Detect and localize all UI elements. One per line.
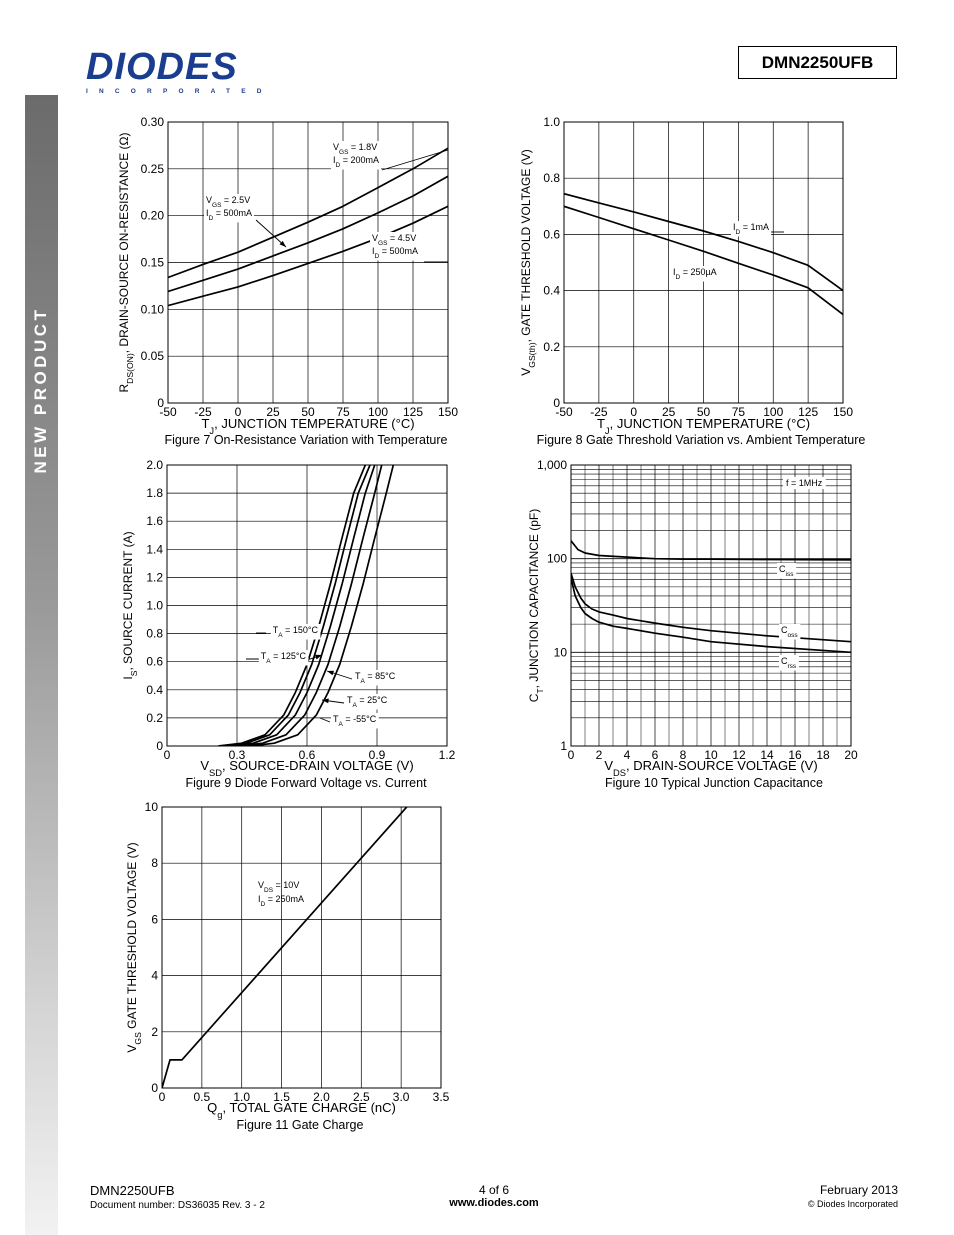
x-tick-label: 0.5 (193, 1090, 211, 1104)
figure-caption: Figure 10 Typical Junction Capacitance (605, 776, 823, 790)
y-tick-label: 0.2 (543, 339, 560, 354)
y-tick-label: 10 (144, 800, 158, 814)
y-tick-label: 0.30 (140, 115, 164, 129)
footer-date: February 2013 (819, 1183, 898, 1197)
series-label: $V_{GS} = 4.5V$ (372, 233, 417, 247)
x-axis-title: $V_{DS}$, DRAIN-SOURCE VOLTAGE (V) (604, 758, 818, 778)
y-tick-label: 4 (151, 968, 158, 983)
x-tick-label: 2.0 (313, 1090, 330, 1104)
x-tick-label: 10 (704, 748, 718, 762)
y-tick-label: 1,000 (536, 458, 567, 472)
y-axis-title: $C_T$, JUNCTION CAPACITANCE (pF) (527, 508, 545, 703)
series-label: $V_{GS} = 1.8V$ (333, 142, 378, 156)
series-label: $I_D = 250\mu A$ (673, 267, 717, 281)
x-tick-label: 2.5 (352, 1090, 370, 1104)
x-tick-label: 25 (266, 405, 280, 419)
x-tick-label: 0.6 (298, 748, 316, 762)
y-tick-label: 0 (156, 739, 163, 753)
y-axis-title: $I_S$, SOURCE CURRENT (A) (121, 531, 139, 680)
x-tick-label: 75 (731, 405, 746, 419)
series-label: $T_A = 125^\circ C$ (260, 651, 306, 665)
x-tick-label: 16 (788, 748, 802, 762)
y-tick-label: 1.0 (543, 115, 560, 129)
footer-website[interactable]: www.diodes.com (449, 1197, 539, 1209)
y-tick-label: 0.05 (140, 349, 164, 364)
x-tick-label: 0 (567, 748, 575, 762)
x-tick-label: 0 (630, 405, 638, 419)
y-tick-label: 0.15 (140, 255, 164, 270)
y-tick-label: 1.4 (146, 542, 163, 557)
x-tick-label: 8 (679, 748, 687, 762)
x-tick-label: 25 (661, 405, 676, 419)
x-tick-label: 100 (367, 405, 389, 419)
figure-caption: Figure 7 On-Resistance Variation with Temperature (164, 433, 448, 447)
x-axis-title: $V_{SD}$, SOURCE-DRAIN VOLTAGE (V) (200, 758, 414, 778)
y-tick-label: 0.20 (140, 208, 164, 223)
x-tick-label: 0 (158, 1090, 166, 1104)
y-tick-label: 0.6 (543, 227, 560, 242)
x-tick-label: 12 (732, 748, 746, 762)
x-axis-title: $T_J$, JUNCTION TEMPERATURE (°C) (201, 416, 415, 436)
y-tick-label: 8 (151, 856, 158, 871)
part-number-box: DMN2250UFB (738, 46, 897, 79)
logo-subtext: INCORPORATED (86, 88, 273, 95)
x-tick-label: -25 (194, 405, 212, 419)
x-tick-label: 150 (832, 405, 854, 419)
x-tick-label: 0 (163, 748, 171, 762)
figure-7-chart (108, 115, 459, 453)
x-tick-label: 100 (763, 405, 784, 419)
y-tick-label: 0 (553, 396, 560, 410)
x-tick-label: 0 (234, 405, 242, 419)
y-axis-title: $V_{GS}$ GATE THRESHOLD VOLTAGE (V) (125, 842, 143, 1053)
id-annotation: $I_D = 250mA$ (258, 894, 304, 908)
x-tick-label: 50 (301, 405, 315, 419)
y-tick-label: 0 (157, 396, 164, 410)
y-axis-title: $R_{DS(ON)}$, DRAIN-SOURCE ON-RESISTANCE (Ω) (117, 132, 135, 393)
series-label: $V_{GS} = 2.5V$ (206, 195, 251, 209)
figure-caption: Figure 11 Gate Charge (236, 1118, 364, 1132)
x-tick-label: 0.9 (368, 748, 386, 762)
y-tick-label: 0.8 (146, 626, 163, 641)
logo-text: DIODES (86, 46, 238, 88)
y-tick-label: 1.0 (146, 598, 163, 613)
plot-area (162, 807, 441, 1088)
series-label: $T_A = 150^\circ C$ (272, 625, 318, 639)
footer-copyright: © Diodes Incorporated (807, 1199, 898, 1209)
series-label: $C_{rss}$ (781, 656, 797, 670)
frequency-annotation: f = 1MHz (786, 478, 823, 488)
figure-10-chart (515, 458, 870, 793)
y-tick-label: 0.6 (146, 654, 163, 669)
x-axis-title: $T_J$, JUNCTION TEMPERATURE (°C) (596, 416, 811, 436)
x-tick-label: 6 (651, 748, 659, 762)
diodes-logo (86, 48, 273, 95)
series-label: $C_{oss}$ (781, 625, 798, 639)
figure-11-chart (108, 800, 458, 1135)
y-tick-label: 0.8 (543, 171, 560, 186)
y-tick-label: 0 (151, 1081, 158, 1095)
y-tick-label: 0.4 (146, 682, 163, 697)
series-label: $C_{iss}$ (779, 564, 794, 578)
y-tick-label: 0.2 (146, 710, 163, 725)
x-tick-label: 14 (760, 748, 774, 762)
vds-annotation: $V_{DS} = 10V$ (258, 880, 300, 894)
y-tick-label: 2 (151, 1024, 158, 1039)
x-tick-label: -50 (555, 405, 573, 419)
x-tick-label: 125 (402, 405, 424, 419)
x-tick-label: 1.0 (233, 1090, 251, 1104)
y-tick-label: 1 (560, 739, 567, 753)
x-tick-label: 18 (816, 748, 830, 762)
new-product-label: NEW PRODUCT (31, 306, 50, 474)
y-tick-label: 6 (151, 912, 158, 927)
y-tick-label: 0.25 (140, 161, 164, 176)
x-axis-title: $Q_g$, TOTAL GATE CHARGE (nC) (207, 1100, 396, 1120)
x-tick-label: 75 (336, 405, 350, 419)
x-tick-label: 125 (798, 405, 819, 419)
y-tick-label: 1.2 (146, 570, 163, 585)
x-tick-label: 0.3 (228, 748, 246, 762)
series-label: $T_A = 25^\circ C$ (347, 695, 388, 709)
series-label: $I_D = 1mA$ (733, 222, 769, 236)
x-tick-label: -25 (590, 405, 608, 419)
series-label: $T_A = -55^\circ C$ (333, 714, 377, 728)
series-label: $T_A = 85^\circ C$ (355, 671, 396, 685)
y-tick-label: 10 (553, 645, 567, 660)
y-tick-label: 0.10 (140, 302, 164, 317)
y-tick-label: 2.0 (146, 458, 163, 472)
figure-9-chart (108, 460, 458, 793)
x-tick-label: 20 (844, 748, 858, 762)
figure-caption: Figure 8 Gate Threshold Variation vs. Ambient Temperature (536, 433, 866, 447)
series-label-line2: $I_D = 500mA$ (372, 246, 418, 260)
figure-caption: Figure 9 Diode Forward Voltage vs. Current (185, 776, 427, 790)
x-tick-label: 2 (595, 748, 603, 762)
x-tick-label: 150 (437, 405, 459, 419)
figure-8-chart (515, 115, 870, 453)
x-tick-label: 3.5 (432, 1090, 450, 1104)
x-tick-label: 1.5 (273, 1090, 290, 1104)
x-tick-label: 50 (696, 405, 711, 419)
y-tick-label: 0.4 (543, 283, 560, 298)
x-tick-label: 4 (623, 748, 631, 762)
x-tick-label: 3.0 (392, 1090, 410, 1104)
series-label-line2: $I_D = 500mA$ (206, 208, 252, 222)
y-tick-label: 1.6 (146, 514, 163, 529)
series-label-line2: $I_D = 200mA$ (333, 155, 379, 169)
x-tick-label: 1.2 (438, 748, 456, 762)
y-tick-label: 1.8 (146, 486, 163, 501)
footer-part-number: DMN2250UFB (90, 1183, 175, 1198)
footer-document-number: Document number: DS36035 Rev. 3 - 2 (90, 1200, 265, 1211)
y-tick-label: 100 (546, 551, 567, 566)
x-tick-label: -50 (159, 405, 177, 419)
side-band (25, 95, 58, 1235)
footer-page: 4 of 6 (478, 1183, 510, 1197)
y-axis-title: $V_{GS(th)}$, GATE THRESHOLD VOLTAGE (V) (519, 149, 537, 376)
